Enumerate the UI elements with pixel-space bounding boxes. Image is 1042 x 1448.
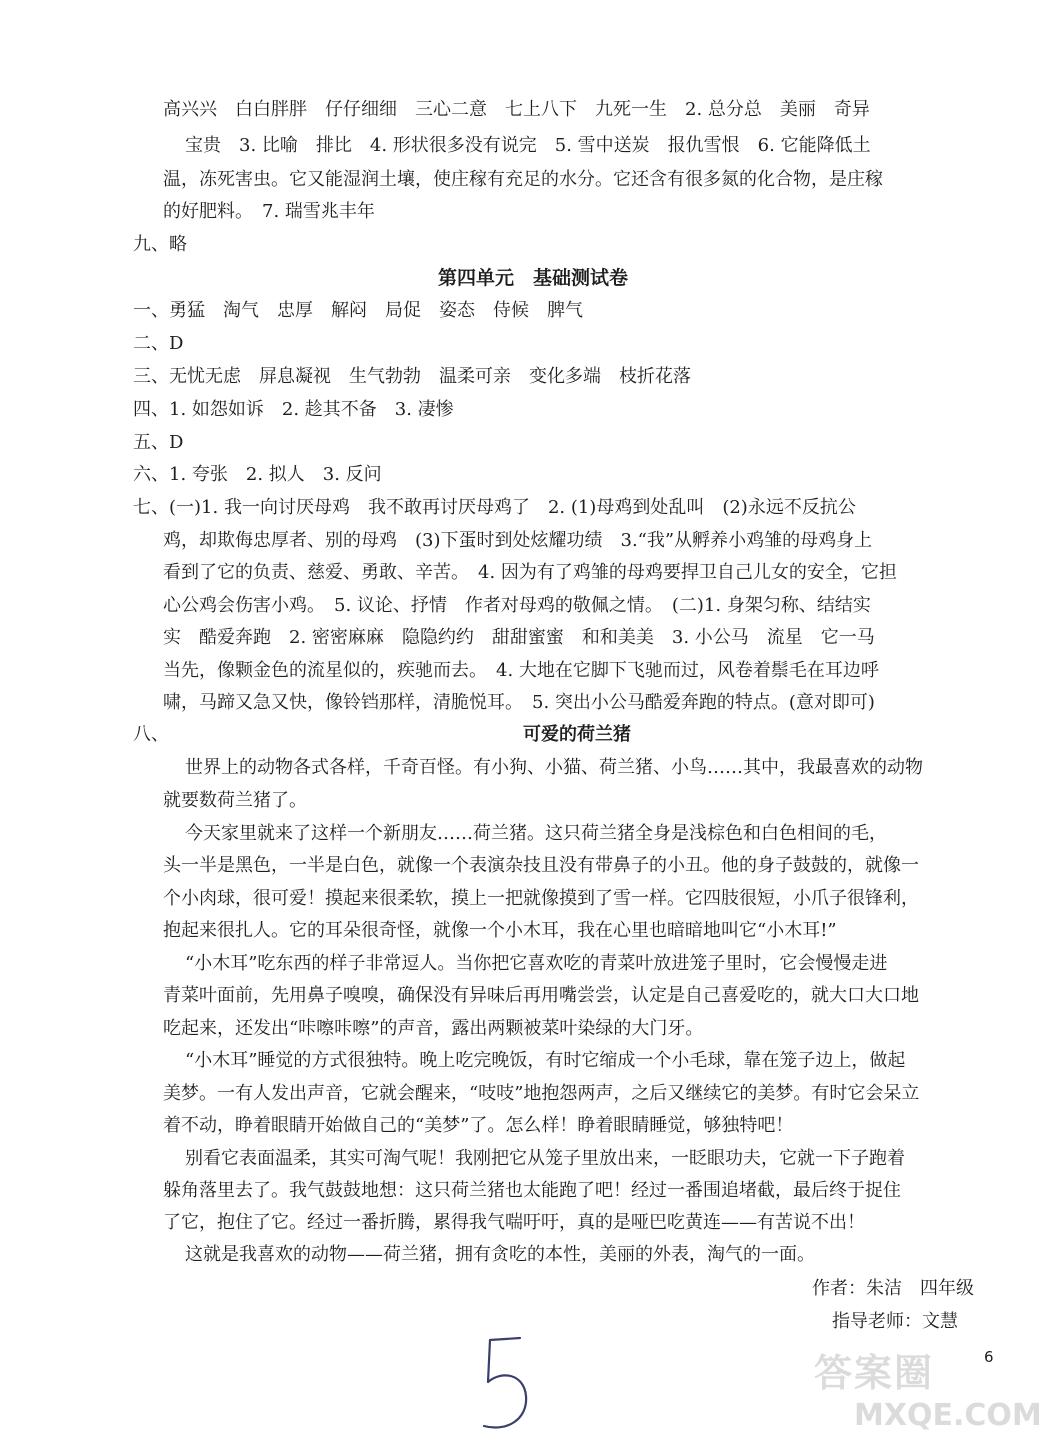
essay-line: 别看它表面温柔，其实可淘气呢！我刚把它从笼子里放出来，一眨眼功夫，它就一下子跑着 [185, 1148, 905, 1169]
essay-line: 美梦。一有人发出声音，它就会醒来，“吱吱”地抱怨两声，之后又继续它的美梦。有时它会呆立 [163, 1083, 920, 1104]
watermark-main: 答案圈 [814, 1351, 935, 1395]
answer-line: 五、D [133, 432, 184, 453]
answer-line: 高兴兴 白白胖胖 仔仔细细 三心二意 七上八下 九死一生 2. 总分总 美丽 奇异 [163, 99, 870, 120]
answer-line: 一、勇猛 淘气 忠厚 解闷 局促 姿态 侍候 脾气 [133, 300, 583, 321]
handwritten-mark [472, 1330, 542, 1440]
answer-line: 三、无忧无虑 屏息凝视 生气勃勃 温柔可亲 变化多端 枝折花落 [133, 366, 691, 387]
answer-line: 心公鸡会伤害小鸡。 5. 议论、抒情 作者对母鸡的敬佩之情。 (二)1. 身架匀称、结结实 [163, 595, 871, 616]
answer-line: 七、(一)1. 我一向讨厌母鸡 我不敢再讨厌母鸡了 2. (1)母鸡到处乱叫 (2)永远不反抗公 [133, 497, 856, 518]
essay-author: 作者：朱洁 四年级 [812, 1278, 974, 1299]
answer-line: 二、D [133, 333, 184, 354]
answer-line: 鸡，却欺侮忠厚者、别的母鸡 (3)下蛋时到处炫耀功绩 3.“我”从孵养小鸡雏的母鸡身上 [163, 530, 873, 551]
essay-line: 吃起来，还发出“咔嚓咔嚓”的声音，露出两颗被菜叶染绿的大门牙。 [163, 1018, 704, 1039]
essay-line: 抱起来很扎人。它的耳朵很奇怪，就像一个小木耳，我在心里也暗暗地叫它“小木耳!” [163, 920, 837, 941]
watermark-logo [814, 1342, 1042, 1442]
essay-line: 了它，抱住了它。经过一番折腾，累得我气喘吁吁，真的是哑巴吃黄连——有苦说不出！ [163, 1212, 865, 1233]
answer-line: 九、略 [133, 234, 187, 255]
essay-teacher: 指导老师：文慧 [832, 1311, 958, 1332]
answer-line: 四、1. 如怨如诉 2. 趁其不备 3. 凄惨 [133, 399, 454, 420]
answer-line: 当先，像颗金色的流星似的，疾驰而去。 4. 大地在它脚下飞驰而过，风卷着鬃毛在耳边呼 [163, 660, 879, 681]
essay-title: 可爱的荷兰猪 [523, 724, 631, 745]
essay-line: 这就是我喜欢的动物——荷兰猪，拥有贪吃的本性，美丽的外表，淘气的一面。 [185, 1244, 815, 1265]
essay-line: “小木耳”睡觉的方式很独特。晚上吃完晚饭，有时它缩成一个小毛球，靠在笼子边上，做起 [185, 1050, 906, 1071]
page-number: 6 [984, 1348, 994, 1366]
essay-line: 青菜叶面前，先用鼻子嗅嗅，确保没有异味后再用嘴尝尝，认定是自己喜爱吃的，就大口大口地 [163, 985, 919, 1006]
essay-line: 着不动，睁着眼睛开始做自己的“美梦”了。怎么样！睁着眼睛睡觉，够独特吧！ [163, 1115, 794, 1136]
essay-line: 世界上的动物各式各样，千奇百怪。有小狗、小猫、荷兰猪、小鸟……其中，我最喜欢的动物 [185, 757, 923, 778]
answer-line: 实 酷爱奔跑 2. 密密麻麻 隐隐约约 甜甜蜜蜜 和和美美 3. 小公马 流星 它一马 [163, 627, 875, 648]
essay-line: 头一半是黑色，一半是白色，就像一个表演杂技且没有带鼻子的小丑。他的身子鼓鼓的，就像一 [163, 855, 919, 876]
essay-line: 个小肉球，很可爱！摸起来很柔软，摸上一把就像摸到了雪一样。它四肢很短，小爪子很锋利， [163, 888, 919, 909]
essay-line: 躲角落里去了。我气鼓鼓地想：这只荷兰猪也太能跑了吧！经过一番围追堵截，最后终于捉住 [163, 1180, 901, 1201]
answer-line: 宝贵 3. 比喻 排比 4. 形状很多没有说完 5. 雪中送炭 报仇雪恨 6. 它能降低土 [185, 135, 871, 156]
answer-line: 六、1. 夸张 2. 拟人 3. 反问 [133, 464, 382, 485]
essay-line: 今天家里就来了这样一个新朋友……荷兰猪。这只荷兰猪全身是浅棕色和白色相间的毛， [185, 823, 887, 844]
answer-line: 的好肥料。 7. 瑞雪兆丰年 [163, 201, 375, 222]
answer-line: 看到了它的负责、慈爱、勇敢、辛苦。 4. 因为有了鸡雏的母鸡要捍卫自己儿女的安全，它担 [163, 562, 897, 583]
section-title: 第四单元 基础测试卷 [438, 267, 629, 289]
essay-line: 就要数荷兰猪了。 [163, 790, 307, 811]
essay-line: “小木耳”吃东西的样子非常逗人。当你把它喜欢吃的青菜叶放进笼子里时，它会慢慢走进 [185, 953, 888, 974]
answer-line: 八、 [133, 724, 169, 745]
answer-line: 啸，马蹄又急又快，像铃铛那样，清脆悦耳。 5. 突出小公马酷爱奔跑的特点。(意对即可) [163, 692, 875, 713]
answer-line: 温，冻死害虫。它又能湿润土壤，使庄稼有充足的水分。它还含有很多氮的化合物，是庄稼 [163, 169, 883, 190]
watermark-sub: MXQE.COM [854, 1398, 1042, 1433]
